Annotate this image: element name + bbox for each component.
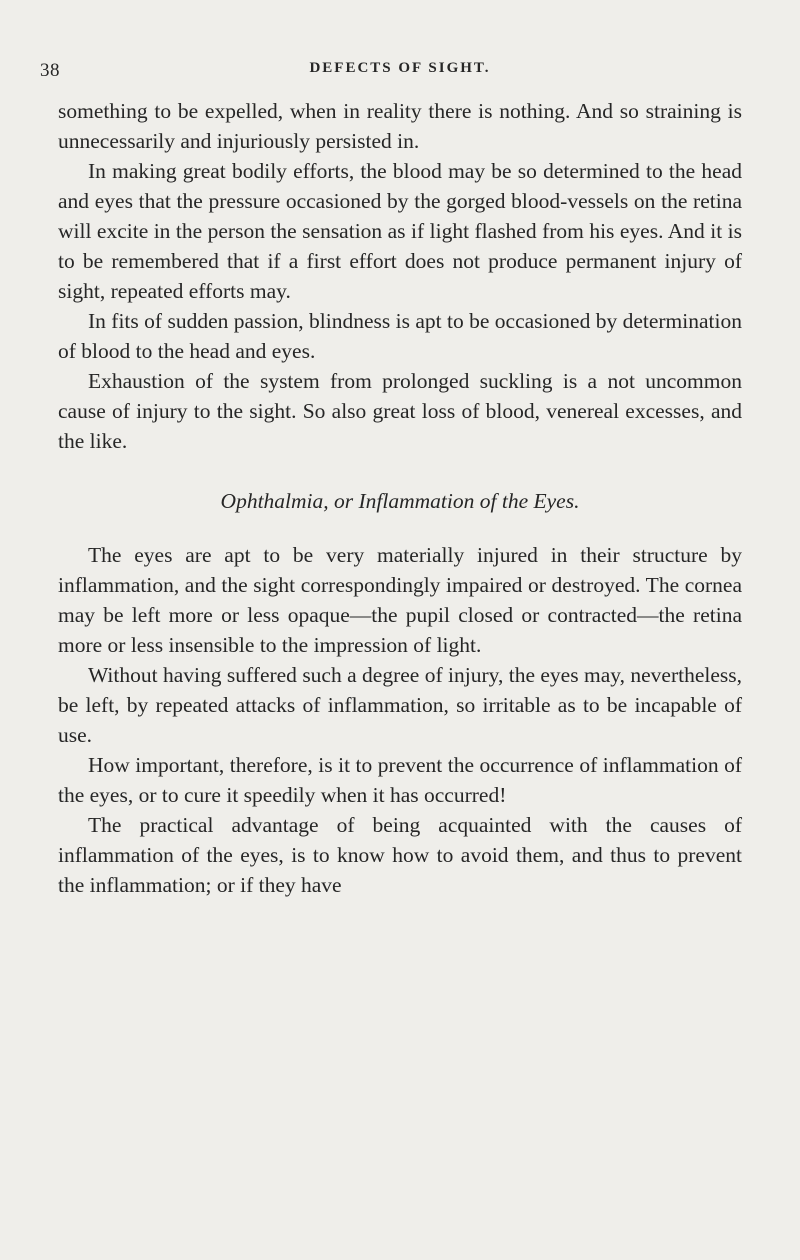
paragraph: In making great bodily efforts, the blood may be so determined to the head and eyes that the pressure occasioned by the gorged blood-vessels on the retina will excite in the person the sensation as if light flashed from his eyes. And it is to be remembered that if a first effort does not produce permanent injury of sight, repeated efforts may.	[58, 159, 742, 303]
section-heading: Ophthalmia, or Inflammation of the Eyes.	[220, 489, 580, 513]
paragraph: Exhaustion of the system from prolonged suckling is a not uncommon cause of injury to the sight. So also great loss of blood, venereal excesses, and the like.	[58, 369, 742, 453]
page-number: 38	[40, 60, 60, 81]
paragraph: The eyes are apt to be very materially injured in their structure by inflammation, and the sight correspondingly impaired or destroyed. The cornea may be left more or less opaque—the pupil closed or contracted—the retina more or less insensible to the impression of light.	[58, 543, 742, 657]
paragraph-continued: something to be expelled, when in reality there is nothing. And so straining is unnecessarily and injuriously persisted in.	[58, 99, 742, 153]
paragraph: In fits of sudden passion, blindness is apt to be occasioned by determination of blood to the head and eyes.	[58, 309, 742, 363]
running-title: DEFECTS OF SIGHT.	[309, 60, 491, 76]
paragraph: How important, therefore, is it to prevent the occurrence of inflammation of the eyes, or to cure it speedily when it has occurred!	[58, 753, 742, 807]
paragraph: The practical advantage of being acquainted with the causes of inflammation of the eyes, is to know how to avoid them, and thus to prevent the inflammation; or if they have	[58, 813, 742, 897]
body-text	[58, 96, 742, 900]
running-head	[40, 60, 760, 88]
paragraph: Without having suffered such a degree of injury, the eyes may, nevertheless, be left, by repeated attacks of inflammation, so irritable as to be incapable of use.	[58, 663, 742, 747]
